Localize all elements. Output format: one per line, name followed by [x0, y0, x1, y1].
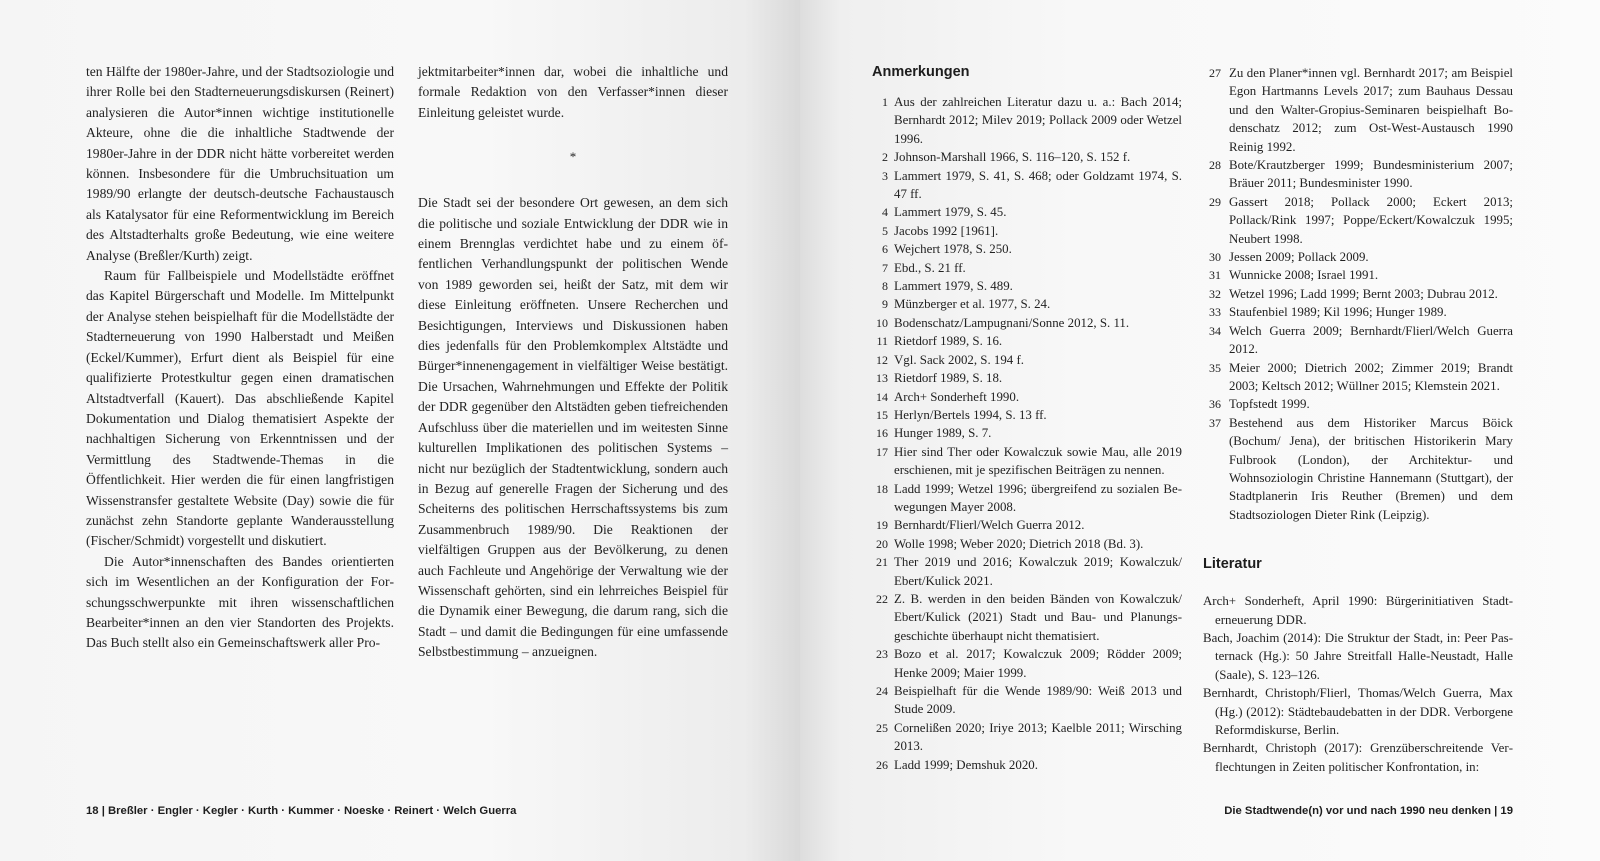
footnote-text: Meier 2000; Dietrich 2002; Zimmer 2019; Brandt 2003; Keltsch 2012; Wüllner 2015; Klemstein 2021. [1229, 360, 1513, 393]
footnote-number: 4 [882, 205, 888, 220]
footnote-text: Bernhardt/Flierl/Welch Guerra 2012. [894, 518, 1085, 533]
notes-list [872, 93, 1182, 774]
footnote [872, 369, 1182, 387]
footnote [872, 332, 1182, 350]
footnote-text: Cornelißen 2020; Iriye 2013; Kaelble 2011; Wirsching 2013. [894, 720, 1182, 754]
footnote-number: 29 [1209, 194, 1221, 209]
footnote-number: 2 [882, 150, 888, 165]
left-column-2 [418, 62, 728, 663]
footnote-text: Jacobs 1992 [1961]. [894, 223, 999, 238]
footnote [872, 222, 1182, 240]
footnote-text: Rietdorf 1989, S. 16. [894, 334, 1003, 349]
footnote [872, 240, 1182, 258]
footnote [872, 314, 1182, 332]
footnote-number: 11 [876, 334, 888, 349]
footnote-number: 26 [876, 757, 888, 772]
footnote-text: Bestehend aus dem Historiker Marcus Böick (Bochum/ Jena), der britischen Historikerin Mary Fulbrook (London), der Architektur- und Wohnsoziologin Christine Hannemann (Stuttgart), der Stadtplanerin Iris Reuther (Bremen) und dem Stadtsoziologen Dieter Rink (Leipzig). [1229, 415, 1513, 522]
left-page-footer: 18 | Breßler · Engler · Kegler · Kurth · Kummer · Noeske · Reinert · Welch Guerra [86, 805, 517, 817]
literature-entry: Bernhardt, Christoph/Flierl, Thomas/Welch Guerra, Max (Hg.) (2012): Städtebaudebatten in der DDR. Verborgene Reformdiskurse, Berlin. [1203, 686, 1513, 737]
footnote [872, 756, 1182, 774]
footnote-text: Gassert 2018; Pollack 2000; Eckert 2013; Pollack/Rink 1997; Poppe/Eckert/Kowalczuk 1995; Neubert 1998. [1229, 194, 1513, 246]
notes-column-left [872, 64, 1182, 774]
footnote [872, 516, 1182, 534]
footnote-number: 33 [1209, 305, 1221, 320]
footnote [872, 148, 1182, 166]
footnote-number: 17 [876, 444, 888, 459]
paragraph: jektmitarbeiter*innen dar, wobei die inhaltliche und formale Redaktion von den Verfasser*innen dieser Einleitung geleistet wurde. [418, 64, 728, 120]
footnote-text: Bozo et al. 2017; Kowalczuk 2009; Rödder 2009; Henke 2009; Maier 1999. [894, 647, 1182, 680]
footnote-number: 24 [876, 684, 888, 698]
footnote-number: 35 [1209, 360, 1221, 375]
footnote [1203, 64, 1513, 156]
footnote-text: Lammert 1979, S. 45. [894, 205, 1007, 220]
footnote [1203, 395, 1513, 413]
literature-entry: Arch+ Sonderheft, April 1990: Bürgerinitiativen Stadterneuerung DDR. [1203, 594, 1513, 627]
footnote-text: Beispielhaft für die Wende 1989/90: Weiß 2013 und Stude 2009. [894, 684, 1182, 717]
footnote [872, 590, 1182, 645]
footnote-number: 8 [882, 279, 888, 294]
footnote [872, 645, 1182, 682]
footnote [872, 443, 1182, 480]
footnote-text: Wejchert 1978, S. 250. [894, 242, 1012, 257]
footnote-number: 22 [876, 591, 888, 606]
footnote [872, 553, 1182, 590]
left-column-1 [86, 62, 394, 654]
footnote-number: 31 [1209, 268, 1221, 283]
footnote [872, 167, 1182, 204]
footnote-number: 12 [876, 352, 888, 367]
footnote-text: Z. B. werden in den beiden Bänden von Kowalczuk/ Ebert/Kulick (2021) Stadt und Bau- und Planungsgeschichte überhaupt nicht thematisiert. [894, 591, 1182, 643]
footnote [872, 388, 1182, 406]
footnote-number: 1 [882, 95, 888, 109]
footnote [872, 351, 1182, 369]
footnote-number: 32 [1209, 286, 1221, 301]
footnote-number: 7 [882, 260, 888, 275]
footnote [872, 277, 1182, 295]
footnote [1203, 303, 1513, 321]
footnote-number: 9 [882, 297, 888, 312]
footnote-text: Vgl. Sack 2002, S. 194 f. [894, 352, 1024, 367]
notes-column-right [1203, 64, 1513, 776]
footnote [872, 480, 1182, 517]
footnote-text: Wolle 1998; Weber 2020; Dietrich 2018 (Bd. 3). [894, 536, 1144, 551]
section-separator: * [569, 149, 577, 165]
footnote-text: Münzberger et al. 1977, S. 24. [894, 297, 1051, 312]
footnote-text: Bote/Krautzberger 1999; Bundesministerium 2007; Bräuer 2011; Bundesminister 1990. [1229, 158, 1513, 191]
footnote-number: 21 [876, 555, 888, 570]
footnote [872, 295, 1182, 313]
footnote [872, 203, 1182, 221]
footnote [1203, 414, 1513, 524]
footnote-text: Rietdorf 1989, S. 18. [894, 371, 1003, 386]
footnote-number: 30 [1209, 250, 1221, 265]
footnote-number: 13 [876, 371, 888, 386]
footnote [872, 424, 1182, 442]
footnote-text: Johnson-Marshall 1966, S. 116–120, S. 152 f. [894, 150, 1131, 165]
footnote-number: 20 [876, 536, 888, 551]
footnote [872, 682, 1182, 719]
footnote [872, 719, 1182, 756]
footnote [1203, 193, 1513, 248]
footnote-text: Wetzel 1996; Ladd 1999; Bernt 2003; Dubrau 2012. [1229, 286, 1498, 301]
footnote [872, 259, 1182, 277]
footnote-text: Arch+ Sonderheft 1990. [894, 389, 1020, 404]
footnote-number: 23 [876, 647, 888, 662]
footnote [1203, 322, 1513, 359]
footnote-text: Welch Guerra 2009; Bernhardt/Flierl/Welch Guerra 2012. [1229, 323, 1513, 357]
footnote-text: Ladd 1999; Demshuk 2020. [894, 757, 1038, 772]
footnote-text: Aus der zahlreichen Literatur dazu u. a.: Bach 2014; Bernhardt 2012; Milev 2019; Pollack 2009 oder Wetzel 1996. [894, 95, 1182, 146]
footnote-text: Herlyn/Bertels 1994, S. 13 ff. [894, 407, 1047, 422]
notes-heading: Anmerkungen [872, 64, 970, 80]
literature-entry: Bernhardt, Christoph (2017): Grenzüberschreitende Verflechtungen in Zeiten politischer Konfrontation, in: [1203, 741, 1513, 774]
footnote-text: Lammert 1979, S. 489. [894, 279, 1013, 294]
paragraph: Die Stadt sei der besondere Ort gewesen, an dem sich die politische und soziale Entwicklung der DDR wie in einem Brennglas verdichtet habe und zu einem öffentlichen Verhandlungspunkt der politischen Wende von 1989 geworden sei, heißt der Satz, mit dem wir diese Einleitung eröffneten. Unsere Recherchen und Besichtigungen, Interviews und Diskussionen haben dies jedenfalls für den Problemkomplex Altstädte und Bürger*innenengagement in vielfältiger Weise bestätigt. Die Ursachen, Wahrnehmungen und Effekte der Politik der DDR gegenüber den Altstädten geben tiefreichenden Aufschluss über die materiellen und im weitesten Sinne kulturellen Implikationen des politischen Systems – nicht nur bezüglich der Stadtentwicklung, sondern auch in Bezug auf generelle Fragen der Sicherung und des Scheiterns des politischen Herrschaftssystems bis zum Zusammenbruch 1989/90. Die Reaktionen der vielfältigen Gruppen aus der Bevölkerung, zu denen auch Fachleute und Angehörige der Verwaltung wie der Wissenschaft gehörten, sind ein lehrreiches Beispiel für die Dynamik einer Bewegung, die darum rang, sich die Stadt – und damit die Bedingungen für eine umfassende Selbstbestimmung – anzueignen. [418, 195, 728, 660]
paragraph: Die Autor*innenschaften des Bandes orientierten sich im Wesentlichen an der Konfiguration der Forschungsschwerpunkte mit ihren wissenschaftlichen Bearbeiter*innen an den vier Standorten des Projekts. Das Buch stellt also ein Gemeinschaftswerk aller Pro- [86, 553, 394, 651]
footnote [872, 93, 1182, 148]
footnote-text: Hier sind Ther oder Kowalczuk sowie Mau, alle 2019 erschienen, mit je spezifischen Beiträgen zu nennen. [894, 444, 1182, 478]
footnote-number: 6 [882, 242, 888, 257]
footnote-text: Ladd 1999; Wetzel 1996; übergreifend zu sozialen Bewegungen Mayer 2008. [894, 481, 1182, 514]
footnote-text: Jessen 2009; Pollack 2009. [1229, 250, 1369, 265]
literature-list [1203, 592, 1513, 776]
footnote-text: Ebd., S. 21 ff. [894, 260, 966, 275]
paragraph: Raum für Fallbeispiele und Modellstädte eröffnet das Kapitel Bürgerschaft und Modelle. Im Mittelpunkt der Analyse stehen beispielhaft für die Modellstädte der Stadterneuerung von 1990 Halberstadt und Meißen (Eckel/Kummer), Erfurt dient als Beispiel für eine qualifizierte Protestkultur gegen einen dramatischen Altstadtverfall (Kauert). Das abschließende Kapitel Dokumentation und Dialog thematisiert Aspekte der nachhaltigen Sicherung von Erkenntnissen und der Vermittlung des Stadtwende-Themas in die Öffentlichkeit. Hier werden die für einen langfristigen Wissenstransfer gestaltete Website (Day) sowie die für zunächst zehn Standorte geplante Wanderausstellung (Fischer/Schmidt) vorgestellt und diskutiert. [86, 268, 394, 549]
footnote-number: 37 [1209, 415, 1221, 430]
footnote-number: 5 [882, 223, 888, 238]
footnote-number: 16 [876, 426, 888, 441]
notes-list [1203, 64, 1513, 524]
literature-entry: Bach, Joachim (2014): Die Struktur der Stadt, in: Peer Pasternack (Hg.): 50 Jahre Streitfall Halle-Neustadt, Halle (Saale), S. 123–126. [1203, 630, 1513, 682]
footnote [1203, 359, 1513, 396]
footnote-text: Wunnicke 2008; Israel 1991. [1229, 268, 1379, 283]
footnote-text: Ther 2019 und 2016; Kowalczuk 2019; Kowalczuk/ Ebert/Kulick 2021. [894, 555, 1182, 588]
footnote-number: 19 [876, 518, 888, 533]
footnote-number: 34 [1209, 323, 1221, 338]
footnote-text: Topfstedt 1999. [1229, 397, 1310, 412]
footnote-number: 25 [876, 720, 888, 735]
footnote-text: Lammert 1979, S. 41, S. 468; oder Goldzamt 1974, S. 47 ff. [894, 168, 1182, 202]
footnote-number: 36 [1209, 397, 1221, 412]
footnote-number: 15 [876, 407, 888, 422]
footnote [1203, 285, 1513, 303]
footnote-text: Bodenschatz/Lampugnani/Sonne 2012, S. 11. [894, 315, 1130, 330]
footnote [872, 535, 1182, 553]
footnote [1203, 156, 1513, 193]
literature-heading: Literatur [1203, 556, 1262, 573]
footnote-text: Staufenbiel 1989; Kil 1996; Hunger 1989. [1229, 305, 1447, 320]
right-page-footer: Die Stadtwende(n) vor und nach 1990 neu denken | 19 [1224, 805, 1513, 817]
footnote-number: 28 [1209, 158, 1221, 173]
footnote-text: Zu den Planer*innen vgl. Bernhardt 2017; am Beispiel Egon Hartmanns Levels 2017; zum Bauhaus Dessau und den Walter-Gropius-Seminaren beispielhaft Bodenschatz 2012; zum Ost-West-Austausch 1990 Reinig 1992. [1229, 66, 1513, 154]
footnote-number: 10 [876, 315, 888, 330]
footnote-number: 18 [876, 481, 888, 496]
footnote [1203, 248, 1513, 266]
footnote-number: 27 [1209, 66, 1221, 80]
paragraph: ten Hälfte der 1980er-Jahre, und der Stadtsoziologie und ihrer Rolle bei den Stadterneuerungsdiskursen (Reinert) analysieren die Autor*innen wichtige institutionelle Akteure, ohne die die inhaltliche Stadtwende der 1980er-Jahre in der DDR nicht hätte vorbereitet werden können. Insbesondere für die Umbruchsituation um 1989/90 erlangte der deutsch-deutsche Fachaustausch als Katalysator für eine Reformentwicklung im Bereich des Altstadterhalts große Bedeutung, wie eine weitere Analyse (Breßler/Kurth) zeigt. [86, 64, 394, 263]
footnote [872, 406, 1182, 424]
footnote [1203, 266, 1513, 284]
footnote-text: Hunger 1989, S. 7. [894, 426, 992, 441]
footnote-number: 3 [882, 168, 888, 183]
footnote-number: 14 [876, 389, 888, 404]
